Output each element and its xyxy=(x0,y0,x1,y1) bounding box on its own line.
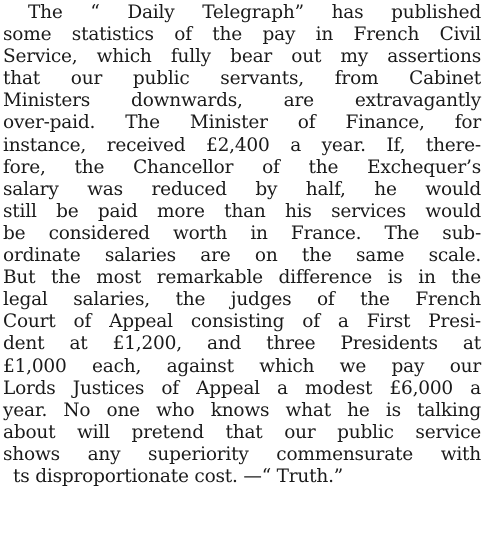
text-line-10: still be paid more than his services would xyxy=(3,200,481,222)
text-line-16: dent at £1,200, and three Presidents at xyxy=(3,333,481,355)
text-line-4: that our public servants, from Cabinet xyxy=(3,68,481,90)
text-line-18: Lords Justices of Appeal a modest £6,000 a xyxy=(3,377,481,399)
text-line-20: about will pretend that our public service xyxy=(3,421,481,443)
text-line-8: fore, the Chancellor of the Exchequer’s xyxy=(3,156,481,178)
text-line-7: instance, received £2,400 a year. If, there- xyxy=(3,134,481,156)
text-line-11: be considered worth in France. The sub- xyxy=(3,222,481,244)
text-line-9: salary was reduced by half, he would xyxy=(3,178,481,200)
text-line-13: But the most remarkable difference is in the xyxy=(3,267,481,289)
text-line-17: £1,000 each, against which we pay our xyxy=(3,355,481,377)
text-line-6: over-paid. The Minister of Finance, for xyxy=(3,112,481,134)
text-line-15: Court of Appeal consisting of a First Presi- xyxy=(3,311,481,333)
text-line-21: shows any superiority commensurate with xyxy=(3,443,481,465)
text-line-1: The “ Daily Telegraph” has published xyxy=(28,2,481,23)
text-line-3: Service, which fully bear out my assertions xyxy=(3,46,481,68)
text-line-14: legal salaries, the judges of the French xyxy=(3,289,481,311)
text-line-2: some statistics of the pay in French Civil xyxy=(3,24,481,46)
text-line-22-attribution: ts disproportionate cost. —“ Truth.” xyxy=(13,465,344,487)
text-line-12: ordinate salaries are on the same scale. xyxy=(3,245,481,267)
text-line-5: Ministers downwards, are extravagantly xyxy=(3,90,481,112)
text-line-19: year. No one who knows what he is talking xyxy=(3,399,481,421)
article-paragraph xyxy=(3,2,481,488)
